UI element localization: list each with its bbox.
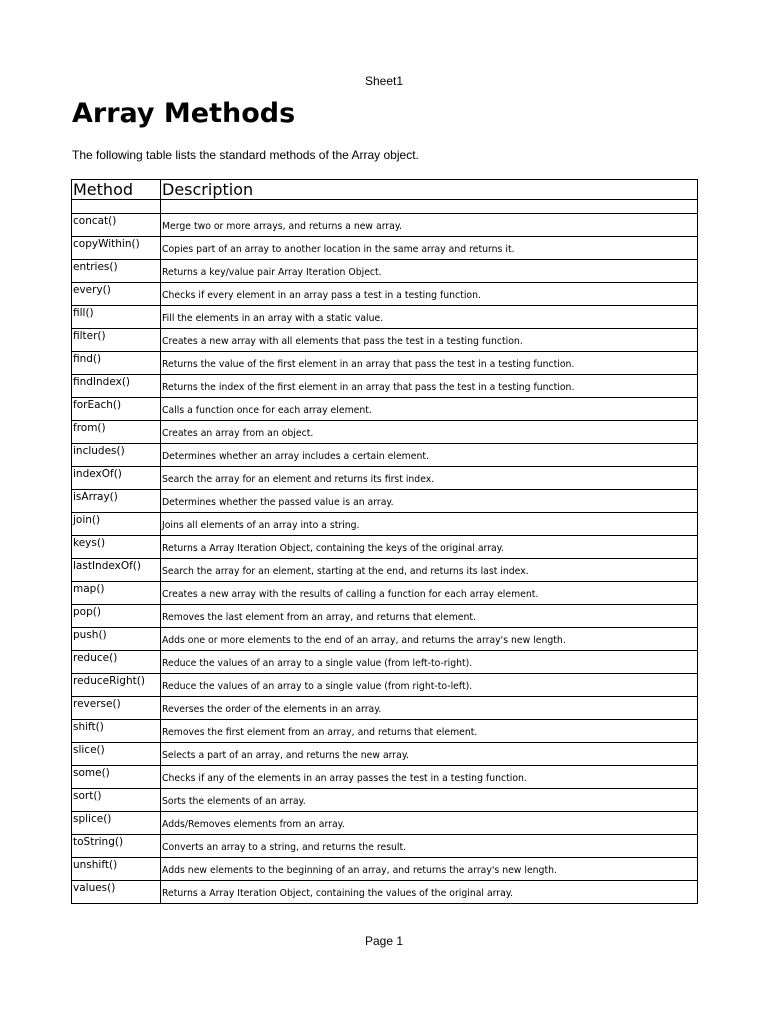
method-name-cell: lastIndexOf() [72,559,161,582]
table-row [72,835,698,858]
method-description-cell: Search the array for an element and returns its first index. [161,467,698,490]
table-row [72,352,698,375]
table-row [72,375,698,398]
empty-cell [161,200,698,214]
method-name-cell: splice() [72,812,161,835]
method-description-cell: Determines whether the passed value is an array. [161,490,698,513]
table-row [72,582,698,605]
methods-table [71,179,698,904]
method-name-cell: reduceRight() [72,674,161,697]
method-description-cell: Determines whether an array includes a certain element. [161,444,698,467]
method-name-cell: some() [72,766,161,789]
method-description-cell: Checks if every element in an array pass a test in a testing function. [161,283,698,306]
method-description-cell: Creates a new array with the results of calling a function for each array element. [161,582,698,605]
page-number-footer: Page 1 [364,934,404,948]
method-name-cell: copyWithin() [72,237,161,260]
method-description-cell: Calls a function once for each array element. [161,398,698,421]
method-description-cell: Returns a Array Iteration Object, containing the values of the original array. [161,881,698,904]
table-row [72,881,698,904]
method-name-cell: shift() [72,720,161,743]
table-row [72,536,698,559]
method-name-cell: fill() [72,306,161,329]
table-row [72,559,698,582]
method-name-cell: unshift() [72,858,161,881]
method-description-cell: Search the array for an element, starting at the end, and returns its last index. [161,559,698,582]
empty-cell [72,200,161,214]
method-name-cell: reduce() [72,651,161,674]
method-name-cell: sort() [72,789,161,812]
intro-text: The following table lists the standard methods of the Array object. [72,148,419,162]
table-row [72,306,698,329]
method-name-cell: isArray() [72,490,161,513]
method-name-cell: push() [72,628,161,651]
method-description-cell: Removes the last element from an array, and returns that element. [161,605,698,628]
method-description-cell: Adds new elements to the beginning of an array, and returns the array's new length. [161,858,698,881]
table-row [72,237,698,260]
table-spacer-row [72,200,698,214]
table-row [72,467,698,490]
table-row [72,720,698,743]
method-name-cell: forEach() [72,398,161,421]
method-description-cell: Returns a key/value pair Array Iteration Object. [161,260,698,283]
method-description-cell: Sorts the elements of an array. [161,789,698,812]
method-description-cell: Creates a new array with all elements that pass the test in a testing function. [161,329,698,352]
table-row [72,260,698,283]
method-description-cell: Reduce the values of an array to a single value (from left-to-right). [161,651,698,674]
table-row [72,766,698,789]
method-name-cell: keys() [72,536,161,559]
column-header-description: Description [161,180,698,200]
table-row [72,789,698,812]
method-name-cell: reverse() [72,697,161,720]
method-description-cell: Joins all elements of an array into a string. [161,513,698,536]
method-description-cell: Copies part of an array to another location in the same array and returns it. [161,237,698,260]
method-name-cell: entries() [72,260,161,283]
method-description-cell: Removes the first element from an array, and returns that element. [161,720,698,743]
method-description-cell: Selects a part of an array, and returns the new array. [161,743,698,766]
table-row [72,329,698,352]
method-name-cell: indexOf() [72,467,161,490]
table-row [72,858,698,881]
method-name-cell: slice() [72,743,161,766]
method-description-cell: Returns the value of the first element in an array that pass the test in a testing function. [161,352,698,375]
method-name-cell: filter() [72,329,161,352]
table-header-row [72,180,698,200]
table-row [72,651,698,674]
method-name-cell: values() [72,881,161,904]
table-body [72,200,698,904]
table-row [72,697,698,720]
table-row [72,674,698,697]
method-description-cell: Checks if any of the elements in an array passes the test in a testing function. [161,766,698,789]
method-name-cell: findIndex() [72,375,161,398]
table-row [72,398,698,421]
method-name-cell: concat() [72,214,161,237]
method-description-cell: Reverses the order of the elements in an array. [161,697,698,720]
method-name-cell: every() [72,283,161,306]
table-row [72,490,698,513]
method-name-cell: from() [72,421,161,444]
table-row [72,628,698,651]
method-description-cell: Adds/Removes elements from an array. [161,812,698,835]
table-row [72,444,698,467]
table-row [72,283,698,306]
table-row [72,214,698,237]
method-description-cell: Adds one or more elements to the end of an array, and returns the array's new length. [161,628,698,651]
table-row [72,421,698,444]
method-name-cell: includes() [72,444,161,467]
method-description-cell: Converts an array to a string, and returns the result. [161,835,698,858]
method-name-cell: pop() [72,605,161,628]
table-row [72,812,698,835]
method-description-cell: Fill the elements in an array with a static value. [161,306,698,329]
method-name-cell: toString() [72,835,161,858]
column-header-method: Method [72,180,161,200]
method-name-cell: join() [72,513,161,536]
method-description-cell: Reduce the values of an array to a single value (from right-to-left). [161,674,698,697]
page-title: Array Methods [72,98,296,129]
table-row [72,743,698,766]
method-description-cell: Returns the index of the first element in an array that pass the test in a testing function. [161,375,698,398]
method-name-cell: map() [72,582,161,605]
method-description-cell: Merge two or more arrays, and returns a new array. [161,214,698,237]
sheet-name-header: Sheet1 [364,74,404,88]
method-description-cell: Creates an array from an object. [161,421,698,444]
method-name-cell: find() [72,352,161,375]
table-row [72,605,698,628]
table-row [72,513,698,536]
method-description-cell: Returns a Array Iteration Object, containing the keys of the original array. [161,536,698,559]
